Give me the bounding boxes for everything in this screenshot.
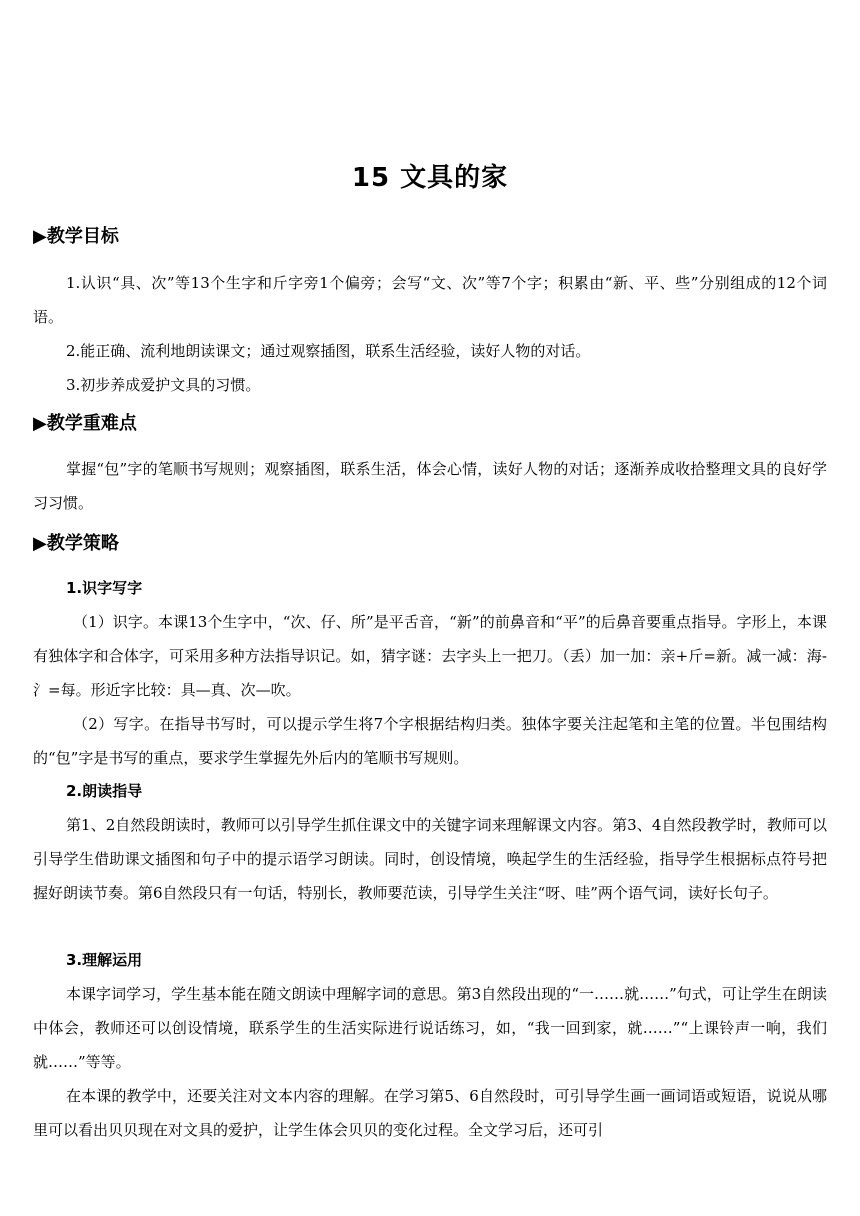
key-difficulties-paragraph: 掌握“包”字的笔顺书写规则；观察插图，联系生活，体会心情，读好人物的对话；逐渐养成收拾整理文具的良好学习习惯。	[33, 460, 827, 512]
reading-guidance-paragraph: 第1、2自然段朗读时，教师可以引导学生抓住课文中的关键字词来理解课文内容。第3、4自然段教学时，教师可以引导学生借助课文插图和句子中的提示语学习朗读。同时，创设情境，唤起学生的生活经验，指导学生根据标点符号把握好朗读节奏。第6自然段只有一句话，特别长，教师要范读，引导学生关注“呀、哇”两个语气词，读好长句子。	[33, 816, 827, 902]
literacy-paragraph-1: （1）识字。本课13个生字中，“次、仔、所”是平舌音，“新”的前鼻音和“平”的后鼻音要重点指导。字形上，本课有独体字和合体字，可采用多种方法指导识记。如，猜字谜：去字头上一把刀。（丢）加一加：亲+斤=新。减一减：海-氵=每。形近字比较：具—真、次—吹。	[33, 613, 827, 699]
understanding-paragraph-1: 本课字词学习，学生基本能在随文朗读中理解字词的意思。第3自然段出现的“一……就……”句式，可让学生在朗读中体会，教师还可以创设情境，联系学生的生活实际进行说话练习，如，“我一回到家，就……”“上课铃声一响，我们就……”等等。	[33, 985, 827, 1071]
literacy-paragraph-2: （2）写字。在指导书写时，可以提示学生将7个字根据结构归类。独体字要关注起笔和主笔的位置。半包围结构的“包”字是书写的重点，要求学生掌握先外后内的笔顺书写规则。	[33, 715, 827, 767]
section-heading-objectives: ▶教学目标	[33, 226, 119, 247]
sub-heading-literacy-writing: 1.识字写字	[66, 579, 143, 597]
section-heading-strategies: ▶教学策略	[33, 533, 119, 554]
sub-heading-reading-guidance: 2.朗读指导	[66, 782, 143, 800]
objective-paragraph-2: 2.能正确、流利地朗读课文；通过观察插图，联系生活经验，读好人物的对话。	[66, 342, 591, 360]
understanding-paragraph-2: 在本课的教学中，还要关注对文本内容的理解。在学习第5、6自然段时，可引导学生画一画词语或短语，说说从哪里可以看出贝贝现在对文具的爱护，让学生体会贝贝的变化过程。全文学习后，还可引	[33, 1087, 827, 1139]
objective-paragraph-1: 1.认识“具、次”等13个生字和斤字旁1个偏旁；会写“文、次”等7个字；积累由“新、平、些”分别组成的12个词语。	[33, 274, 827, 326]
section-heading-key-difficulties: ▶教学重难点	[33, 413, 137, 434]
sub-heading-understanding-application: 3.理解运用	[66, 951, 143, 969]
page-title: 15 文具的家	[351, 163, 509, 193]
objective-paragraph-3: 3.初步养成爱护文具的习惯。	[66, 376, 261, 394]
